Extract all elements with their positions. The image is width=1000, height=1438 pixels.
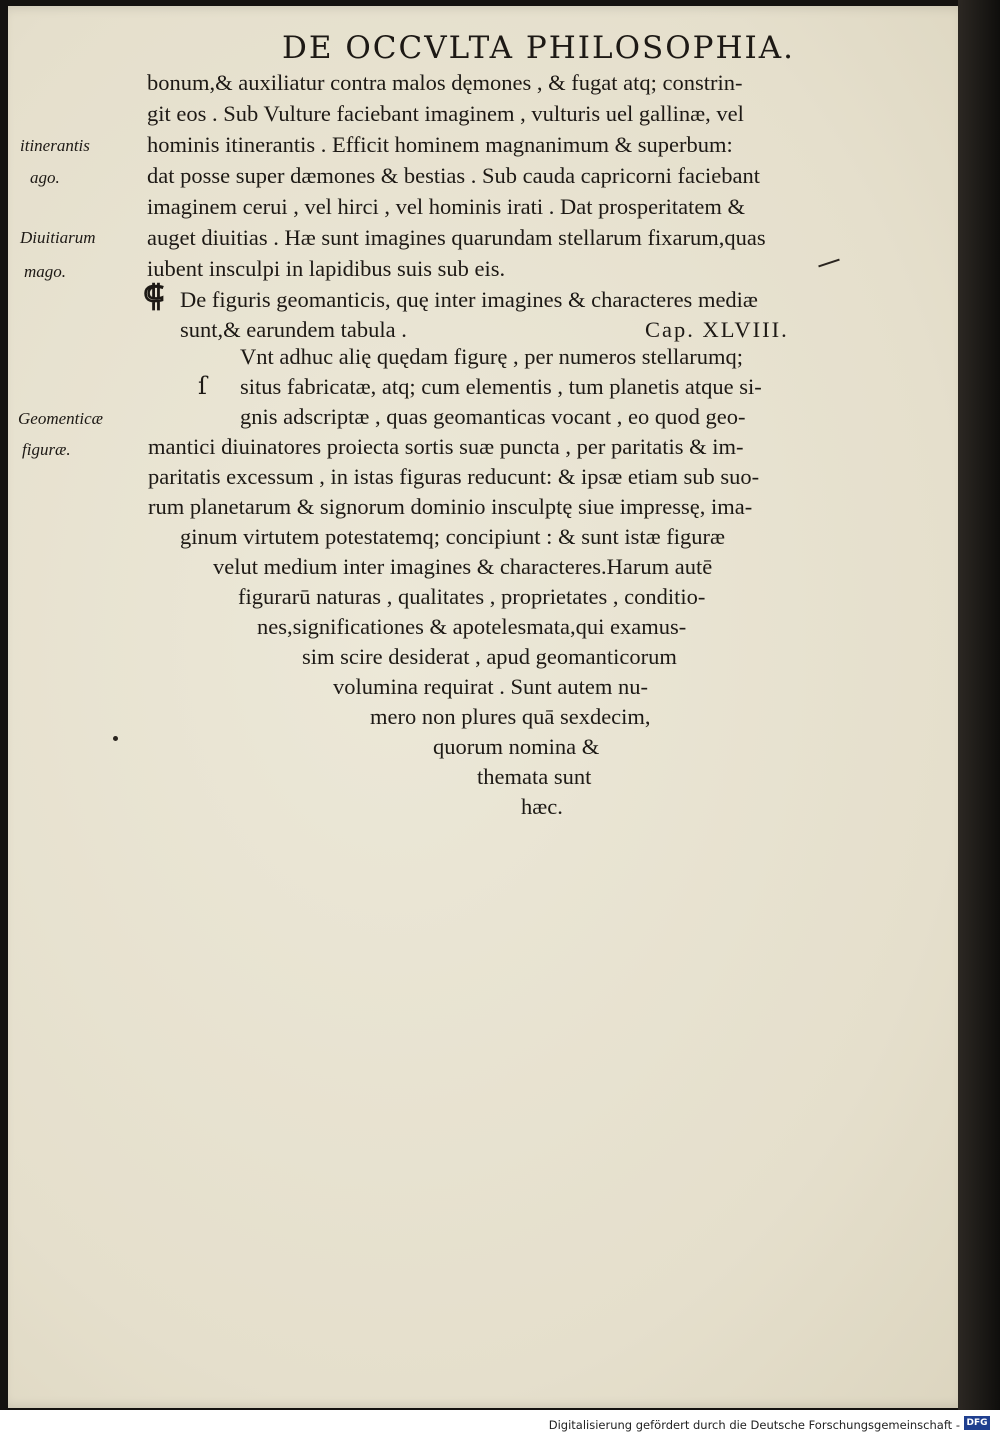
running-header: DE OCCVLTA PHILOSOPHIA. [282, 30, 796, 66]
chapter-line: paritatis excessum , in istas figuras reducunt: & ipsæ etiam sub suo- [148, 464, 760, 489]
margin-note-ago: ago. [30, 168, 60, 187]
dropcap-fragment: ſ [198, 372, 207, 400]
body-line: imaginem cerui , vel hirci , vel hominis irati . Dat prosperitatem & [147, 194, 745, 219]
chapter-line: hæc. [521, 794, 563, 819]
body-line: auget diuitias . Hæ sunt imagines quarundam stellarum fixarum,quas [147, 225, 766, 250]
chapter-heading-line-1: De figuris geomanticis, quę inter imagines & characteres mediæ [180, 287, 758, 312]
ink-speck [113, 736, 118, 741]
paragraph-mark-icon: ⸿ [143, 279, 165, 314]
chapter-line: ginum virtutem potestatemq; concipiunt : & sunt istæ figuræ [180, 524, 725, 549]
chapter-number: Cap. XLVIII. [645, 317, 789, 342]
chapter-line: mantici diuinatores proiecta sortis suæ puncta , per paritatis & im- [148, 434, 744, 459]
margin-note-itinerantis: itinerantis [20, 136, 90, 155]
margin-note-geomenticae: Geomenticæ [18, 409, 103, 428]
margin-note-mago: mago. [24, 262, 67, 281]
chapter-line: sim scire desiderat , apud geomanticorum [302, 644, 677, 669]
funding-notice: Digitalisierung gefördert durch die Deutsche Forschungsgemeinschaft - [548, 1418, 960, 1432]
chapter-line: rum planetarum & signorum dominio insculptę siue impressę, ima- [148, 494, 753, 519]
chapter-line: velut medium inter imagines & characteres.Harum autē [213, 554, 713, 579]
chapter-line: situs fabricatæ, atq; cum elementis , tum planetis atque si- [240, 374, 762, 399]
margin-note-figurae: figuræ. [22, 440, 71, 459]
body-line: hominis itinerantis . Efficit hominem magnanimum & superbum: [147, 132, 733, 157]
body-line: git eos . Sub Vulture faciebant imaginem , vulturis uel gallinæ, vel [147, 101, 744, 126]
chapter-line: figurarū naturas , qualitates , proprietates , conditio- [238, 584, 706, 609]
chapter-line: nes,significationes & apotelesmata,qui examus- [257, 614, 687, 639]
chapter-line: mero non plures quā sexdecim, [370, 704, 651, 729]
book-gutter [958, 0, 1000, 1410]
body-line: dat posse super dæmones & bestias . Sub cauda capricorni faciebant [147, 163, 760, 188]
body-line: iubent insculpi in lapidibus suis sub eis. [147, 256, 506, 281]
body-line: bonum,& auxiliatur contra malos dęmones , & fugat atq; constrin- [147, 70, 743, 95]
chapter-line: Vnt adhuc alię quędam figurę , per numeros stellarumq; [240, 344, 743, 369]
chapter-line: quorum nomina & [433, 734, 600, 759]
margin-note-diuitiarum: Diuitiarum [20, 228, 96, 247]
chapter-line: gnis adscriptæ , quas geomanticas vocant , eo quod geo- [240, 404, 746, 429]
chapter-line: themata sunt [477, 764, 592, 789]
chapter-heading-line-2: sunt,& earundem tabula . [180, 317, 407, 342]
dfg-logo: DFG [964, 1416, 990, 1430]
chapter-line: volumina requirat . Sunt autem nu- [333, 674, 648, 699]
